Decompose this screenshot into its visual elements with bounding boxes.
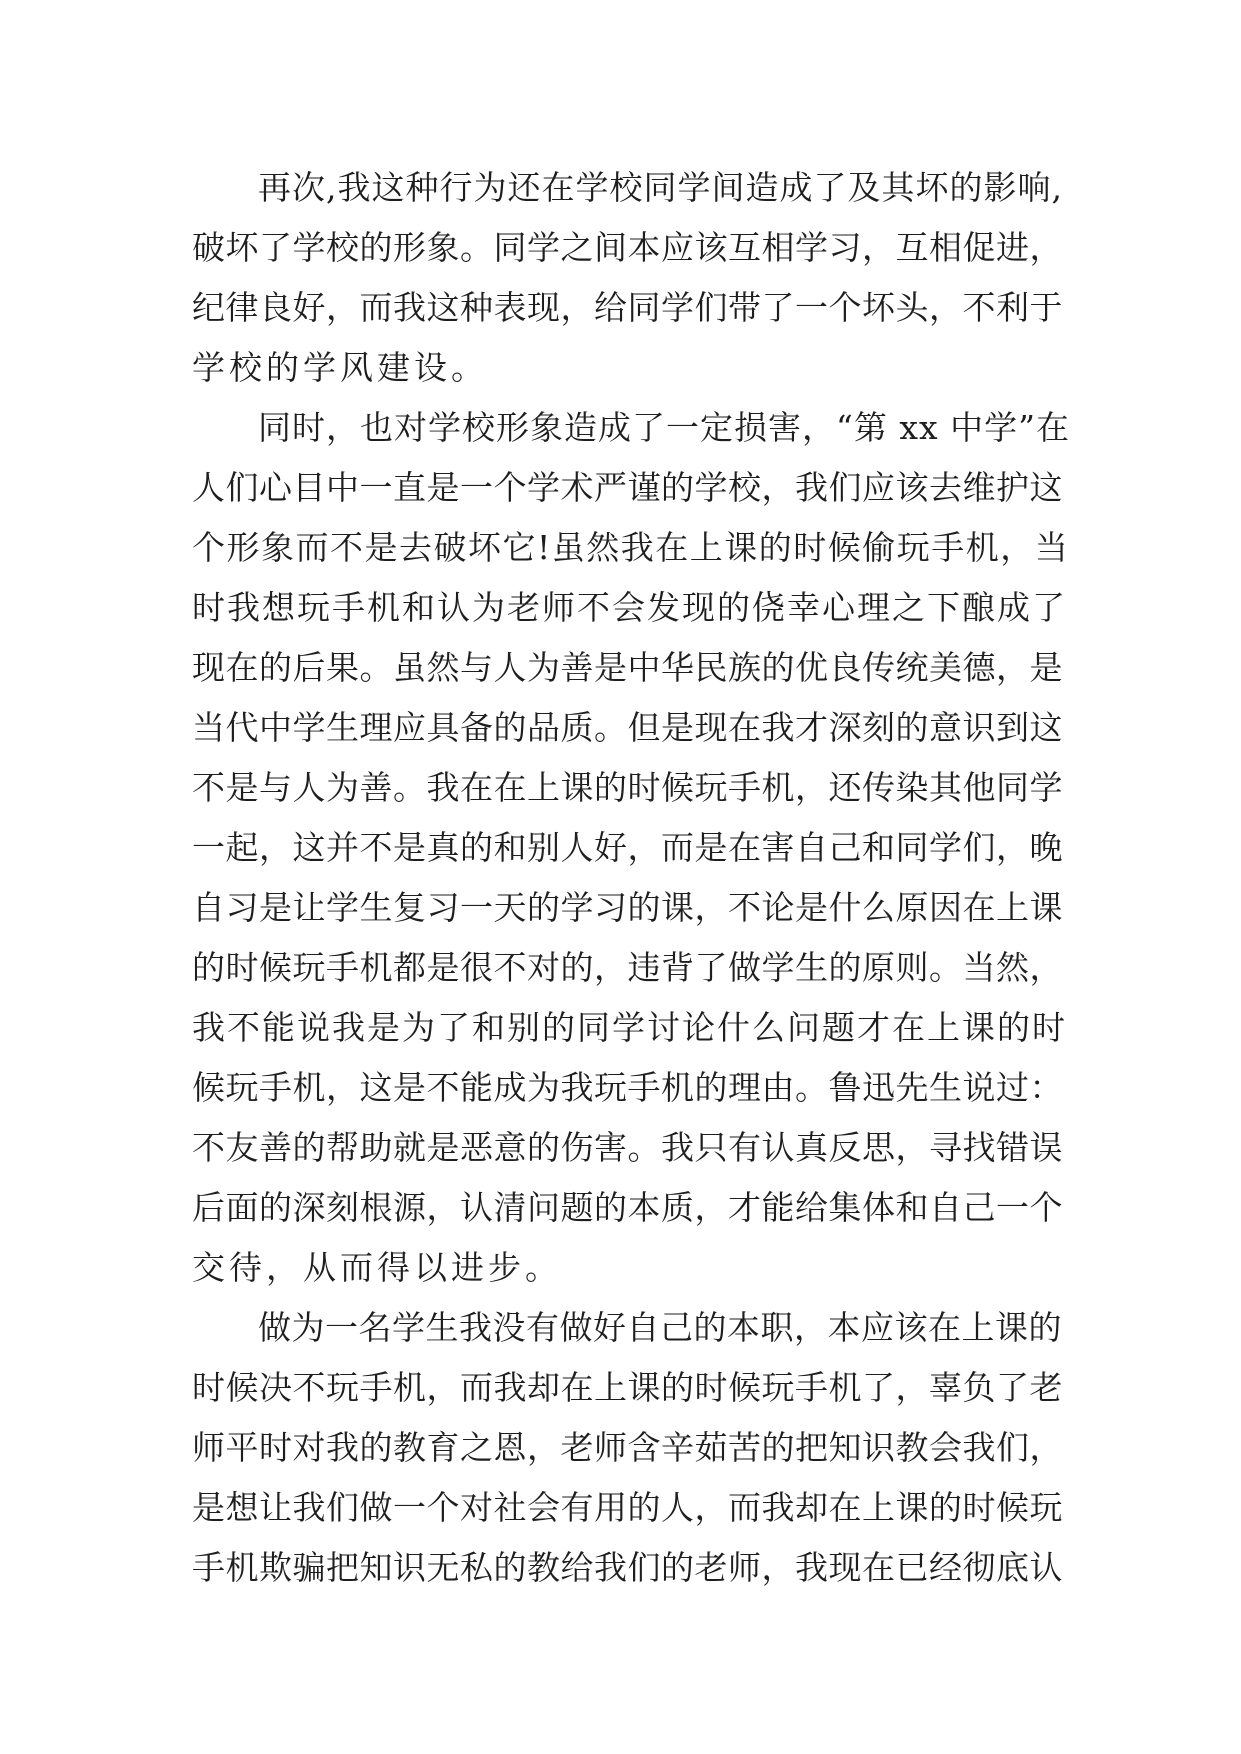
text-line: 破坏了学校的形象。同学之间本应该互相学习，互相促进， bbox=[192, 228, 1063, 267]
text-line: 做为一名学生我没有做好自己的本职，本应该在上课的 bbox=[258, 1308, 1062, 1347]
text-line: 学校的学风建设。 bbox=[192, 348, 488, 387]
text-line: 是想让我们做一个对社会有用的人，而我却在上课的时候玩 bbox=[192, 1488, 1063, 1527]
text-line: 师平时对我的教育之恩，老师含辛茹苦的把知识教会我们， bbox=[192, 1428, 1063, 1467]
text-line: 一起，这并不是真的和别人好，而是在害自己和同学们，晚 bbox=[192, 828, 1063, 867]
text-line: 的时候玩手机都是很不对的，违背了做学生的原则。当然， bbox=[192, 948, 1063, 987]
text-line: 手机欺骗把知识无私的教给我们的老师，我现在已经彻底认 bbox=[192, 1548, 1063, 1587]
text-line: 不友善的帮助就是恶意的伤害。我只有认真反思，寻找错误 bbox=[192, 1128, 1063, 1167]
text-line: 不是与人为善。我在在上课的时候玩手机，还传染其他同学 bbox=[192, 768, 1063, 807]
text-line: 现在的后果。虽然与人为善是中华民族的优良传统美德，是 bbox=[192, 648, 1063, 687]
paragraph-2 bbox=[192, 398, 1072, 1298]
text-line: 我不能说我是为了和别的同学讨论什么问题才在上课的时 bbox=[192, 1008, 1067, 1047]
text-line: 纪律良好，而我这种表现，给同学们带了一个坏头，不利于 bbox=[192, 288, 1063, 327]
paragraph-1 bbox=[192, 158, 1072, 398]
paragraph-3 bbox=[192, 1298, 1072, 1598]
text-line: 候玩手机，这是不能成为我玩手机的理由。鲁迅先生说过： bbox=[192, 1068, 1063, 1107]
text-line: 自习是让学生复习一天的学习的课，不论是什么原因在上课 bbox=[192, 888, 1063, 927]
text-line: 人们心目中一直是一个学术严谨的学校，我们应该去维护这 bbox=[192, 468, 1063, 507]
text-line: 再次,我这种行为还在学校同学间造成了及其坏的影响, bbox=[258, 168, 1063, 207]
body-text bbox=[192, 158, 1072, 1598]
text-line: 后面的深刻根源，认清问题的本质，才能给集体和自己一个 bbox=[192, 1188, 1063, 1227]
text-line: 时候决不玩手机，而我却在上课的时候玩手机了，辜负了老 bbox=[192, 1368, 1063, 1407]
text-line: 当代中学生理应具备的品质。但是现在我才深刻的意识到这 bbox=[192, 708, 1063, 747]
text-line: 交待，从而得以进步。 bbox=[192, 1248, 562, 1287]
text-line: 个形象而不是去破坏它!虽然我在上课的时候偷玩手机，当 bbox=[192, 528, 1070, 567]
text-line: 时我想玩手机和认为老师不会发现的侥幸心理之下酿成了 bbox=[192, 588, 1067, 627]
text-line: 同时，也对学校形象造成了一定损害，“第 xx 中学”在 bbox=[258, 408, 1070, 447]
